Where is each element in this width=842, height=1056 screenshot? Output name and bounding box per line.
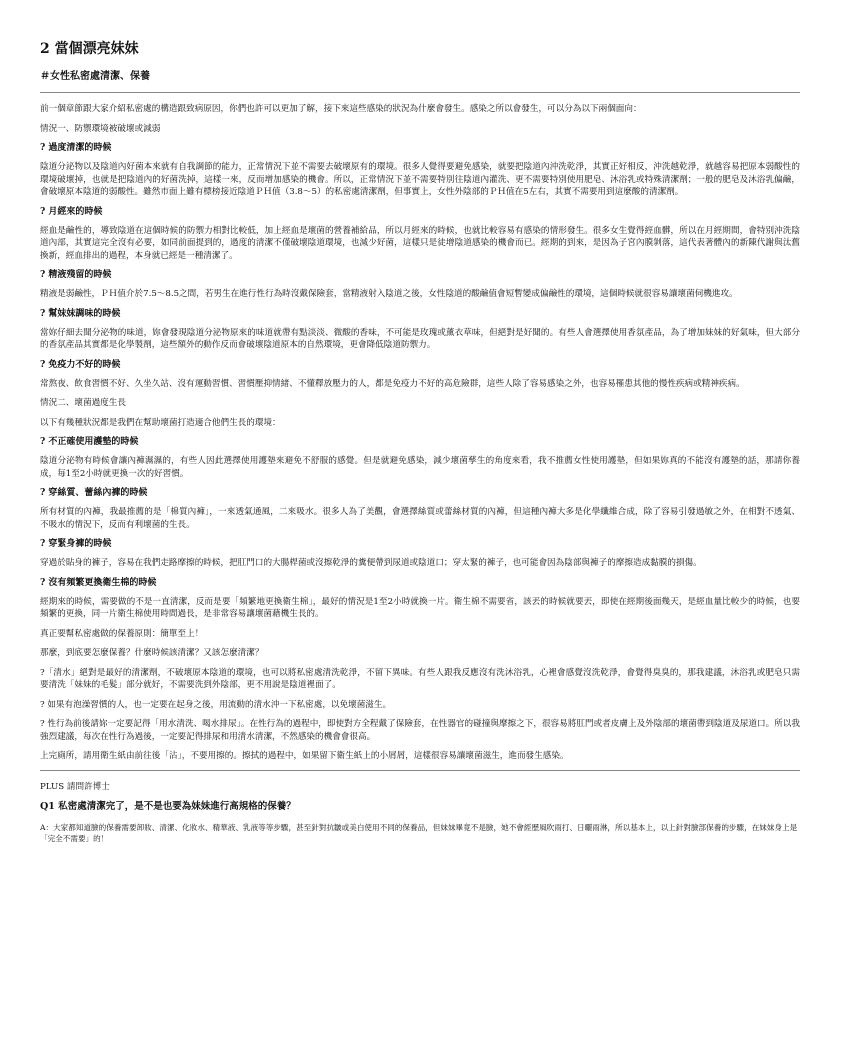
- case1-heading: 情況一、防禦環境被破壞或減弱: [40, 123, 161, 134]
- divider-bottom: [40, 770, 800, 771]
- page-title: 2 當個漂亮妹妹: [40, 41, 139, 57]
- section-paragraph-napkin: 經期來的時候，需要做的不是一直清潔，反而是要「頻繁地更換衛生棉」，最好的情況是1至2小時就換一片。衛生棉不需要省，該丟的時候就要丟，即使在經期後面幾天，是經血量比較少的時候，也要頻繁的更換，同一片衛生棉使用時間過長，是非常容易讓壞菌藉機生長的。: [40, 596, 800, 619]
- section-paragraph-pad: 陰道分泌物有時候會讓內褲濕濕的，有些人因此選擇使用護墊來避免不舒服的感覺。但是就避免感染，減少壞菌孳生的角度來看，我不推薦女性使用護墊，但如果妳真的不能沒有護墊的話，那請你養成，每1至2小時就更換一次的好習慣。: [40, 456, 800, 479]
- section-heading-tight-pants: ? 穿緊身褲的時候: [40, 539, 112, 549]
- divider: [40, 92, 800, 93]
- care-question: 那麼，到底要怎麼保養？什麼時候該清潔？又該怎麼清潔？: [40, 648, 264, 658]
- tip-sex: ? 性行為前後請妳一定要記得「用水清洗、喝水排尿」。在性行為的過程中，即使對方全程戴了保險套，在性器官的碰撞與摩擦之下，很容易將肛門或者皮膚上及外陰部的壞菌帶到陰道及尿道口。所以我強烈建議，每次在性行為過後，一定要記得排尿和用清水清潔，不然感染的機會會很高。: [40, 719, 800, 742]
- tip-toilet: 上完廁所，請用衛生紙由前往後「沾」，不要用擦的。擦拭的過程中，如果留下衛生紙上的小屑屑，這樣很容易讓壞菌滋生，進而發生感染。: [40, 751, 569, 761]
- care-principle: 真正要幫私密處做的保養原則：簡單至上！: [40, 628, 204, 639]
- answer-a1: A：大家都知道臉的保養需要卸妝、清潔、化妝水、精華液、乳液等等步驟，甚至針對抗皺或美白使用不同的保養品，但妹妹畢竟不是臉，她不會經歷風吹雨打、日曬雨淋，所以基本上，以上針對臉部保養的步驟，在妹妹身上是「完全不需要」的！: [40, 823, 798, 843]
- section-paragraph-period: 經血是鹼性的，導致陰道在這個時候的防禦力相對比較低，加上經血是壞菌的營養補給品，所以月經來的時候，也就比較容易有感染的情形發生。很多女生覺得經血髒，所以在月經期間，會特別沖洗陰道內部，其實這完全沒有必要，如同前面提到的，過度的清潔不僅破壞陰道環境，也減少好菌，這樣只是徒增陰道感染的機會而已。經期的到來，是因為子宮內膜剝落，這代表著體內的新陳代謝與汰舊換新，經血排出的過程，本身就已經是一種清潔了。: [40, 225, 800, 261]
- section-heading-semen: ? 精液殘留的時候: [40, 270, 112, 280]
- section-heading-napkin: ? 沒有頻繁更換衛生棉的時候: [40, 577, 157, 588]
- section-paragraph-overclean: 陰道分泌物以及陰道內好菌本來就有自我調節的能力，正常情況下並不需要去破壞原有的環境。很多人覺得要避免感染，就要把陰道內沖洗乾淨，其實正好相反，沖洗越乾淨，就越容易把原本弱酸性的環境破壞掉，也就是把陰道內的好菌洗掉，這樣一來，反而增加感染的機會。所以，正常情況下並不需要特別往陰道內灌洗、更不需要特別使用肥皂、沐浴乳或特殊清潔劑；一般的肥皂及沐浴乳偏鹼，會破壞原本陰道的弱酸性。雖然市面上雖有標榜接近陰道ＰＨ值（3.8～5）的私密處清潔劑，但事實上，女性外陰部的ＰＨ值在5左右，其實不需要用到這麼酸的清潔劑。: [40, 162, 800, 197]
- section-paragraph-semen: 精液是弱鹼性，ＰＨ值介於7.5～8.5之間，若男生在進行性行為時沒戴保險套，當精液射入陰道之後，女性陰道的酸鹼值會短暫變成偏鹼性的環境，這個時候就很容易讓壞菌伺機進攻。: [40, 289, 738, 299]
- page-subtitle: ＃女性私密處清潔、保養: [40, 71, 150, 82]
- section-heading-scent: ? 幫妹妹調味的時候: [40, 308, 121, 319]
- tip-bath: ? 如果有泡澡習慣的人，也一定要在起身之後，用流動的清水沖一下私密處，以免壞菌滋生。: [40, 699, 392, 710]
- section-paragraph-scent: 當妳仔細去聞分泌物的味道，妳會發現陰道分泌物原來的味道就帶有點淡淡、微酸的香味，不可能是玫瑰或薰衣草味，但絕對是好聞的。有些人會選擇使用香氛產品，為了增加妹妹的好氣味，但大部分的香氛產品其實都是化學製劑，這些額外的動作反而會破壞陰道原本的自然環境，更會降低陰道防禦力。: [40, 327, 800, 350]
- section-heading-overclean: ? 過度清潔的時候: [40, 143, 112, 153]
- case2-heading: 情況二、壞菌過度生長: [40, 398, 126, 408]
- intro-paragraph: 前一個章節跟大家介紹私密處的構造跟致病原因，你們也許可以更加了解，接下來這些感染的狀況為什麼會發生。感染之所以會發生，可以分為以下兩個面向：: [40, 104, 642, 114]
- plus-heading: PLUS 請問許博士: [40, 781, 110, 792]
- case2-intro: 以下有幾種狀況都是我們在幫助壞菌打造適合他們生長的環境：: [40, 417, 281, 428]
- section-paragraph-tight-pants: 穿過於貼身的褲子，容易在我們走路摩擦的時候，把肛門口的大腸桿菌或沒擦乾淨的糞便帶到尿道或陰道口；穿太緊的褲子，也可能會因為陰部與褲子的摩擦造成黏膜的損傷。: [40, 558, 702, 568]
- tip-water: ?「清水」絕對是最好的清潔劑，不破壞原本陰道的環境，也可以將私密處清洗乾淨，不留下異味。有些人跟我反應沒有洗沐浴乳，心裡會感覺沒洗乾淨，會覺得臭臭的，那我建議，沐浴乳或肥皂只需要清洗「妹妹的毛髮」部分就好，不需要洗到外陰部，更不用說是陰道裡面了。: [40, 667, 800, 690]
- section-heading-underwear: ? 穿絲質、蕾絲內褲的時候: [40, 488, 148, 498]
- section-heading-period: ? 月經來的時候: [40, 206, 103, 217]
- question-q1: Q1 私密處清潔完了，是不是也要為妹妹進行高規格的保養？: [40, 801, 296, 812]
- section-paragraph-immunity: 常熬夜、飲食習慣不好、久坐久站、沒有運動習慣、習慣壓抑情緒、不懂釋放壓力的人，都是免疫力不好的高危險群，這些人除了容易感染之外，也容易罹患其他的慢性疾病或精神疾病。: [40, 378, 745, 389]
- section-heading-pad: ? 不正確使用護墊的時候: [40, 437, 139, 447]
- section-heading-immunity: ? 免疫力不好的時候: [40, 359, 121, 370]
- section-paragraph-underwear: 所有材質的內褲，我最推薦的是「棉質內褲」，一來透氣通風，二來吸水。很多人為了美觀，會選擇絲質或蕾絲材質的內褲，但這種內褲大多是化學纖維合成，除了容易引發過敏之外，在相對不透氣、不吸水的情況下，反而有利壞菌的生長。: [40, 507, 800, 530]
